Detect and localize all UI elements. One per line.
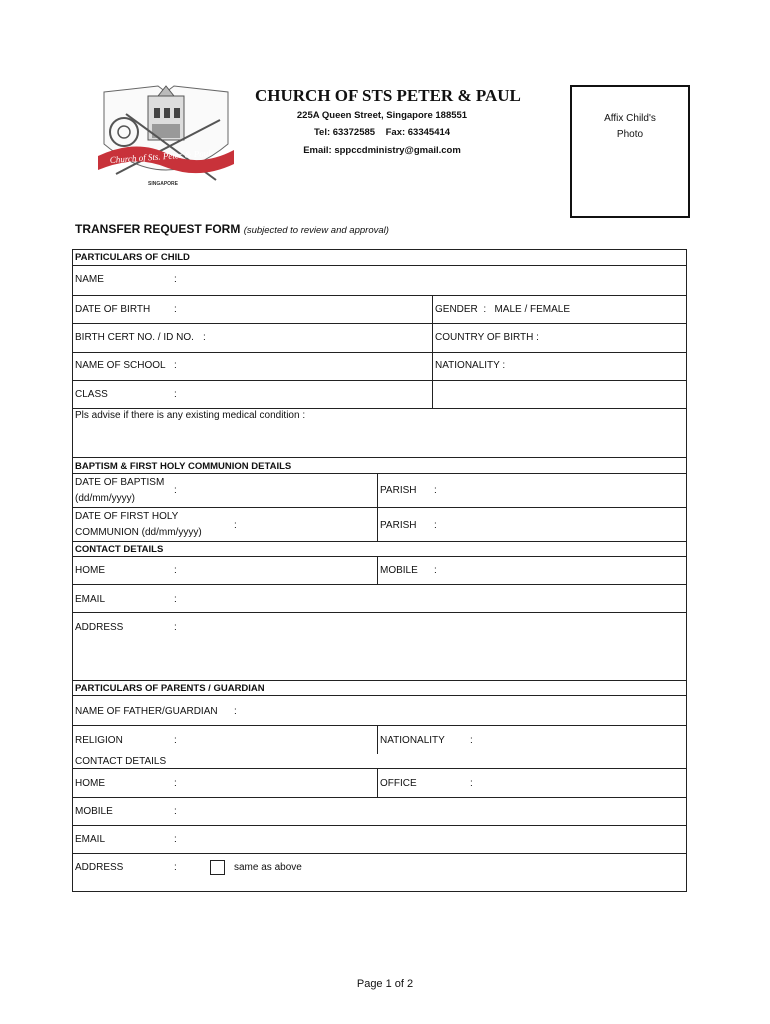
contact-mobile-label: MOBILE [380, 565, 418, 576]
row-divider [72, 556, 687, 557]
parent-religion-label: RELIGION [75, 735, 123, 746]
child-country-label: COUNTRY OF BIRTH : [435, 332, 539, 343]
colon: : [174, 389, 177, 400]
child-birth-cert-label: BIRTH CERT NO. / ID NO. [75, 332, 194, 343]
parent-email-label: EMAIL [75, 834, 106, 845]
child-name-label: NAME [75, 274, 104, 285]
section-parents-heading: PARTICULARS OF PARENTS / GUARDIAN [75, 683, 265, 694]
row-divider [72, 541, 687, 542]
row-divider [72, 853, 687, 854]
row-divider [72, 797, 687, 798]
parent-address-label: ADDRESS [75, 862, 124, 873]
colon: : [174, 594, 177, 605]
parent-office-label: OFFICE [380, 778, 417, 789]
row-divider [72, 725, 687, 726]
row-divider [72, 323, 687, 324]
colon: : [203, 332, 206, 343]
row-divider [72, 680, 687, 681]
contact-email-label: EMAIL [75, 594, 106, 605]
contact-home-label: HOME [75, 565, 105, 576]
section-baptism-heading: BAPTISM & FIRST HOLY COMMUNION DETAILS [75, 461, 292, 472]
row-divider [72, 695, 687, 696]
row-divider [72, 265, 687, 266]
column-divider [377, 473, 378, 541]
colon: : [174, 485, 177, 496]
row-divider [72, 473, 687, 474]
logo-subtext: SINGAPORE [148, 181, 179, 187]
colon: : [234, 706, 237, 717]
parent-home-label: HOME [75, 778, 105, 789]
colon: : [174, 622, 177, 633]
child-dob-label: DATE OF BIRTH [75, 304, 151, 315]
row-divider [72, 612, 687, 613]
communion-date-label-line2: COMMUNION (dd/mm/yyyy) [75, 527, 202, 538]
colon: : [434, 520, 437, 531]
page-number: Page 1 of 2 [356, 978, 414, 990]
same-as-above-label: same as above [234, 862, 302, 873]
colon: : [174, 778, 177, 789]
same-as-above-checkbox[interactable] [210, 860, 225, 875]
colon: : [234, 520, 237, 531]
colon: : [434, 565, 437, 576]
child-medical-label: Pls advise if there is any existing medical condition : [75, 410, 306, 421]
photo-box [570, 85, 690, 218]
colon: : [174, 274, 177, 285]
parent-nationality-label: NATIONALITY [380, 735, 445, 746]
child-gender-label: GENDER : MALE / FEMALE [435, 304, 571, 315]
row-divider [72, 507, 687, 508]
colon: : [174, 565, 177, 576]
photo-label-line2: Photo [616, 129, 644, 140]
section-child-heading: PARTICULARS OF CHILD [75, 252, 190, 263]
column-divider [432, 295, 433, 408]
parent-name-label: NAME OF FATHER/GUARDIAN [75, 706, 218, 717]
church-name: CHURCH OF STS PETER & PAUL [255, 86, 521, 105]
baptism-parish-label: PARISH [380, 485, 417, 496]
row-divider [72, 352, 687, 353]
section-contact-heading: CONTACT DETAILS [75, 544, 164, 555]
column-divider [377, 725, 378, 754]
church-logo [96, 84, 236, 192]
child-class-label: CLASS [75, 389, 108, 400]
form-title [75, 222, 389, 238]
child-nationality-label: NATIONALITY : [435, 360, 506, 371]
colon: : [174, 806, 177, 817]
row-divider [72, 408, 687, 409]
row-divider [72, 380, 687, 381]
photo-label-line1: Affix Child's [604, 113, 656, 124]
baptism-date-label-line1: DATE OF BAPTISM [75, 477, 165, 488]
church-tel-fax: Tel: 63372585 Fax: 63345414 [313, 127, 451, 138]
form-subtitle: (subjected to review and approval) [243, 225, 389, 236]
colon: : [470, 778, 473, 789]
parent-contact-heading: CONTACT DETAILS [75, 756, 167, 767]
row-divider [72, 768, 687, 769]
colon: : [174, 834, 177, 845]
communion-parish-label: PARISH [380, 520, 417, 531]
communion-date-label-line1: DATE OF FIRST HOLY [75, 511, 179, 522]
parent-mobile-label: MOBILE [75, 806, 113, 817]
contact-address-label: ADDRESS [75, 622, 124, 633]
row-divider [72, 584, 687, 585]
colon: : [174, 304, 177, 315]
row-divider [72, 825, 687, 826]
logo-text: Church of Sts. Peter & Paul [109, 147, 212, 165]
child-school-label: NAME OF SCHOOL [75, 360, 166, 371]
column-divider [377, 556, 378, 584]
colon: : [174, 360, 177, 371]
row-divider [72, 457, 687, 458]
baptism-date-label-line2: (dd/mm/yyyy) [75, 493, 135, 504]
column-divider [377, 768, 378, 797]
church-address: 225A Queen Street, Singapore 188551 [296, 110, 468, 121]
church-email: Email: sppccdministry@gmail.com [303, 145, 461, 156]
colon: : [434, 485, 437, 496]
form-title-text: TRANSFER REQUEST FORM [75, 222, 241, 236]
colon: : [174, 862, 177, 873]
row-divider [72, 295, 687, 296]
colon: : [470, 735, 473, 746]
colon: : [174, 735, 177, 746]
